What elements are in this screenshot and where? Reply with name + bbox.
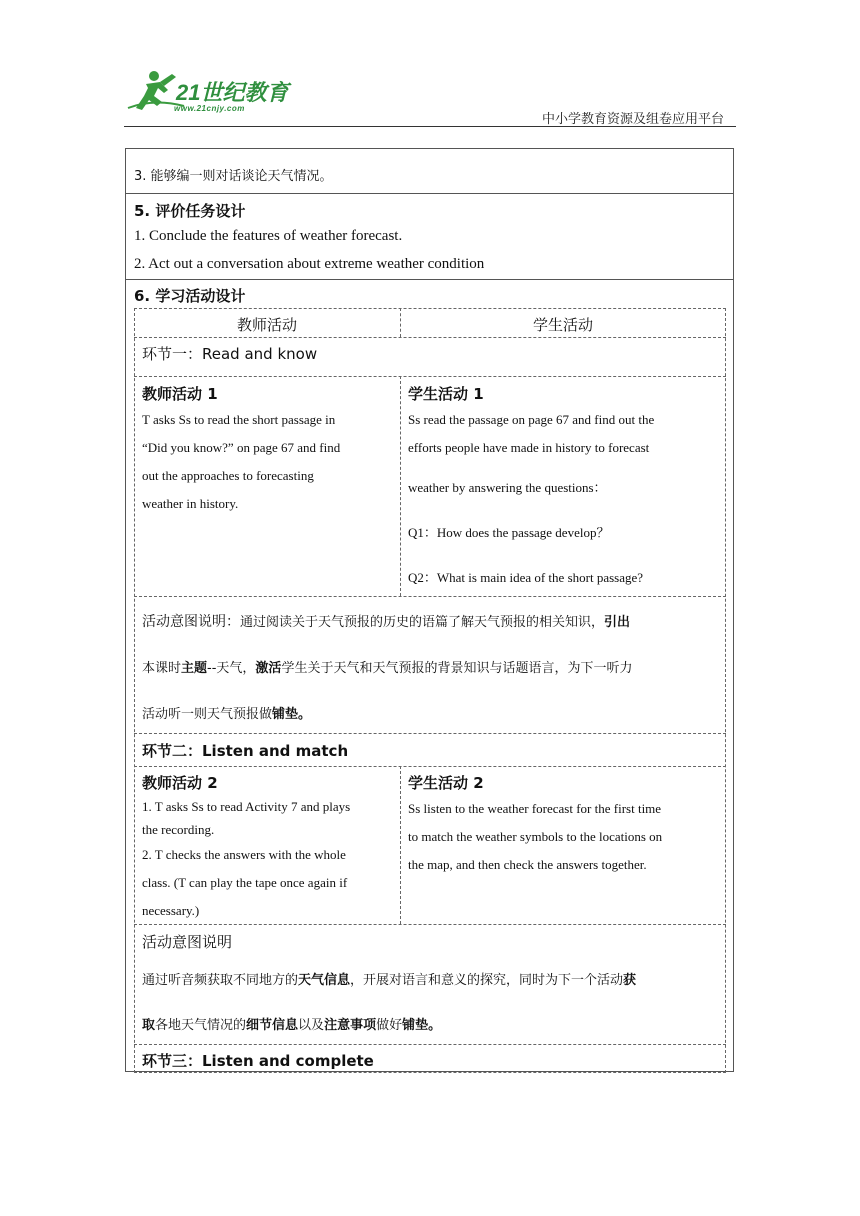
logo-text: 21世纪教育 [176,80,289,105]
stage2-intent-label: 活动意图说明 [142,933,233,951]
section5-title: 5. 评价任务设计 [134,202,246,220]
stage1-teacher-line: T asks Ss to read the short passage in [142,412,336,427]
logo-url: www.21cnjy.com [174,104,245,113]
stage1-teacher-line: weather in history. [142,496,239,511]
stage1-title: 环节一：Read and know [142,345,318,363]
stage2-student-line: Ss listen to the weather forecast for the first time [408,801,662,816]
stage1-teacher-line: out the approaches to forecasting [142,468,314,483]
header-divider [124,126,736,127]
stage1-student-q1: Q1：How does the passage develop？ [408,525,610,540]
col-teacher-header: 教师活动 [236,316,297,334]
row-divider [126,193,733,194]
stage1-student-line: Ss read the passage on page 67 and find out the [408,412,655,427]
section5-item-2: 2. Act out a conversation about extreme weather condition [134,256,485,272]
platform-title: 中小学教育资源及组卷应用平台 [541,112,724,127]
stage1-teacher-title: 教师活动 1 [142,385,218,403]
col-student-header: 学生活动 [532,316,593,334]
stage1-intent-line-1: 活动意图说明：通过阅读关于天气预报的历史的语篇了解天气预报的相关知识，引出 [142,614,631,630]
stage1-student-line: weather by answering the questions： [408,480,607,495]
stage1-student-line: efforts people have made in history to forecast [408,440,650,455]
stage1-student-title: 学生活动 1 [408,385,484,403]
stage2-teacher-line: 2. T checks the answers with the whole [142,847,346,862]
row-divider [126,279,733,280]
stage2-teacher-title: 教师活动 2 [142,774,218,792]
stage2-student-line: to match the weather symbols to the locations on [408,829,663,844]
stage2-title: 环节二：Listen and match [142,742,349,760]
section6-title: 6. 学习活动设计 [134,287,246,305]
stage2-teacher-line: the recording. [142,822,215,837]
stage2-teacher-line: necessary.) [142,903,200,918]
stage2-intent-line-2: 取各地天气情况的细节信息以及注意事项做好铺垫。 [142,1018,442,1033]
section5-item-1: 1. Conclude the features of weather forecast. [134,228,403,244]
stage1-teacher-line: “Did you know?” on page 67 and find [142,440,341,455]
stage1-intent-line-2: 本课时主题--天气，激活学生关于天气和天气预报的背景知识与话题语言，为下一听力 [142,661,633,676]
stage2-intent-line-1: 通过听音频获取不同地方的天气信息，开展对语言和意义的探究，同时为下一个活动获 [142,973,637,988]
stage1-student-q2: Q2：What is main idea of the short passage? [408,570,644,585]
stage2-teacher-line: 1. T asks Ss to read Activity 7 and plays [142,799,351,814]
stage2-student-line: the map, and then check the answers together. [408,857,647,872]
stage2-student-title: 学生活动 2 [408,774,484,792]
stage1-intent-line-3: 活动听一则天气预报做铺垫。 [142,707,312,722]
lesson-plan-table [125,148,734,1072]
stage2-teacher-line: class. (T can play the tape once again if [142,875,348,890]
goal-item-3: 3. 能够编一则对话谈论天气情况。 [134,169,333,184]
stage3-title: 环节三：Listen and complete [142,1052,374,1070]
